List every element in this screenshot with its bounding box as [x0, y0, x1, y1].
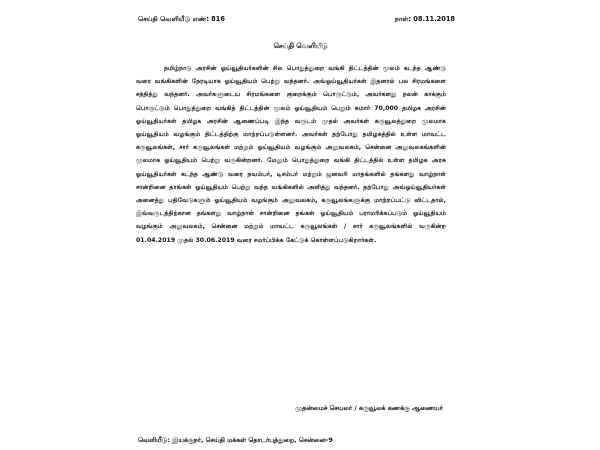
body-paragraph: தமிழ்நாடு அரசின் ஓய்வூதியர்களின் சில பொதுத்துறை வங்கி திட்டத்தின் மூலம் கடந்த ஆண்டு வரை வங்கிகளின் நேரடியாக ஓய்வூதியம் பெற்று வந்தனர். அவ்ஓய்வூதியர்கள் இதனால் பல சிரமங்களை சந்தித்து வந்தனர். அவர்களுடைய சிரமங்களை குறைக்கும் பொருட்டும், அவர்களது நலன் காக்கும் பொருட்டும் பொதுத்துறை வங்கித் திட்டத்தின் மூலம் ஓய்வூதியம் பெறும் சுமார் 70,000 தமிழக அரசின் ஓய்வூதியர்கள் தமிழக அரசின் ஆணைப்படி இந்த வருடம் முதல் அவர்கள் கருவூலத்துறை மூலமாக ஓய்வூதியம் வழங்கும் திட்டத்திற்கு மாற்றப்படுள்ளனர். அவர்கள் தற்போது தமிழகத்தில் உள்ள மாவட்ட கருவூலங்கள், சார் கருவூலங்கள் மற்றும் ஓய்வூதியம் வழங்கும் அலுவலகம், சென்னை அலுவலகங்களின் மூலமாக ஓய்வூதியம் பெற்று வருகின்றனர். மேலும் பொதுத்துறை வங்கி திட்டத்தில் உள்ள தமிழக அரசு ஓய்வூதியர்கள் கடந்த ஆண்டு வரை நவம்பர், டிசம்பர் மற்றும் ஜனவரி மாதங்களில் தங்களது வாழ்நாள் சான்றினை தாங்கள் ஓய்வூதியம் பெற்று வந்த வங்கிகளில் அளித்து வந்தனர். தற்போது அவ்ஓய்வூதியர்கள் அனைத்து பதிவேடுகளும் ஓய்வூதியம் வழங்கும் அலுவலகம், கருவூலங்களுக்கு மாற்றப்பட்டு விட்டதால், இவ்வருடத்திற்கான தங்களது வாழ்நாள் சான்றினை தங்கள் ஓய்வூதியம் பராமரிக்கப்படும் ஓய்வூதியம் வழங்கும் அலுவலகம், சென்னை மற்றும் மாவட்ட கருவூலங்கள் / சார் கருவூலங்களில் வருகின்ற 01.04.2019 முதல் 30.06.2019 வரை சமர்ப்பிக்க கேட்டுக் கொள்ளப்படுகிறார்கள். — [136, 65, 446, 244]
signature-line: முதன்மைச் செயலர் / கருவூலக் கணக்கு ஆணையர் — [295, 404, 443, 412]
press-release-document — [128, 12, 473, 444]
header-row — [128, 12, 473, 26]
release-date: நாள்: 08.11.2018 — [394, 15, 455, 23]
release-number: செய்தி வெளியீடு எண்: 816 — [138, 15, 225, 23]
body-text — [136, 62, 446, 247]
document-title: செய்தி வெளியீடு — [273, 42, 328, 50]
issuer-footer: வெளியீடு: இயக்குநர், செய்தி மக்கள் தொடர்புத்துறை, சென்னை-9 — [138, 436, 333, 444]
